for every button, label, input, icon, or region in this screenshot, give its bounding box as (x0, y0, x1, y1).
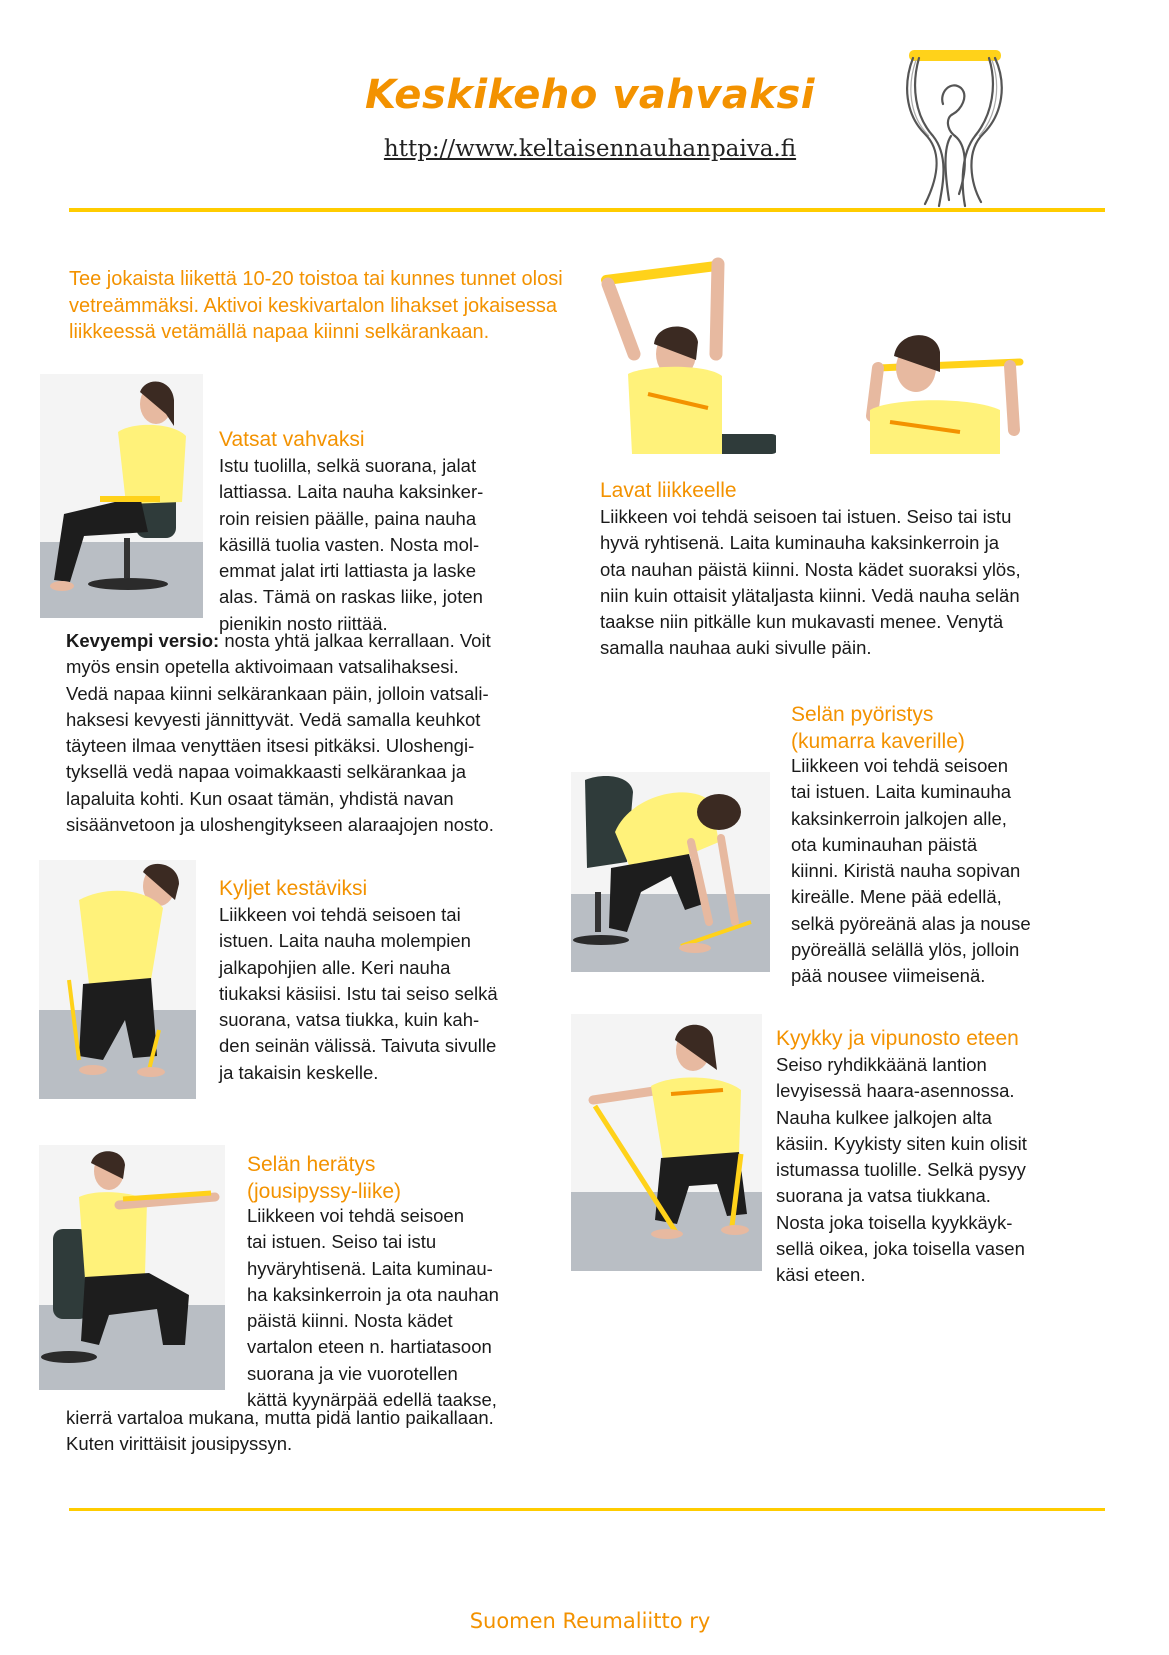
exercise-photo-kyykky (571, 1014, 762, 1271)
website-link[interactable]: http://www.keltaisennauhanpaiva.fi (383, 136, 797, 162)
text-vatsat-kevyempi: Kevyempi versio: nosta yhtä jalkaa kerrallaan. Voit myös ensin opetella aktivoimaan vatsalihaksesi. Vedä napaa kiinni selkärankaan päin, jolloin vatsali- haksesi kevyesti jännittyvät. Vedä samalla keuhkot täyteen ilmaa venyttäen itsesi pitkäksi. Uloshengi- tyksellä vedä napaa voimakkaasti selkärankaa ja lapaluita kohti. Kun osaat tämän, yhdistä navan sisäänvetoon ja uloshengitykseen alaraajojen nosto. (66, 630, 494, 836)
exercise-photo-lavat-1 (598, 244, 776, 454)
text-lavat: Liikkeen voi tehdä seisoen tai istuen. Seiso tai istu hyvä ryhtisenä. Laita kuminauha kaksinkerroin ja ota nauhan päistä kiinni. Nosta kädet suoraksi ylös, niin kuin ottaisit ylätaljasta kiinni. Vedä nauha selän taakse niin pitkälle kun mukavasti menee. Venytä samalla nauhaa auki sivulle päin. (600, 506, 1021, 659)
text-vatsat: Istu tuolilla, selkä suorana, jalat lattiassa. Laita nauha kaksinker- roin reisien päälle, paina nauha käsillä tuolia vasten. Nosta mol- emmat jalat irti lattiasta ja laske alas. Tämä on raskas liike, joten pienikin nosto riittää. (219, 455, 484, 634)
footer-divider (69, 1508, 1105, 1511)
yellow-ribbon-logo-icon (895, 44, 1015, 212)
exercise-photo-vatsat (40, 374, 203, 618)
light-version-label: Kevyempi versio: (66, 630, 220, 651)
heading-pyoristys: Selän pyöristys (kumarra kaverille) (791, 703, 965, 753)
intro-text: Tee jokaista liikettä 10-20 toistoa tai kunnes tunnet olosi vetreämmäksi. Aktivoi keskivartalon lihakset jokaisessa liikkeessä vetämällä napaa kiinni selkärankaan. (69, 268, 563, 343)
exercise-photo-lavat-2 (860, 320, 1025, 454)
text-kyykky: Seiso ryhdikkäänä lantion levyisessä haara-asennossa. Nauha kulkee jalkojen alta käsiin. Kyykisty siten kuin olisit istumassa tuolille. Selkä pysyy suorana ja vatsa tiukkana. Nosta joka toisella kyykkäyk- sellä oikea, joka toisella vasen käsi eteen. (776, 1054, 1027, 1286)
heading-lavat: Lavat liikkeelle (600, 479, 737, 502)
heading-vatsat: Vatsat vahvaksi (219, 428, 365, 451)
text-kyljet: Liikkeen voi tehdä seisoen tai istuen. Laita nauha molempien jalkapohjien alle. Keri nauha tiukaksi käsiisi. Istu tai seiso selkä suorana, vatsa tiukka, kuin kah- den seinän välissä. Taivuta sivulle ja takaisin keskelle. (219, 904, 498, 1083)
text-heratys: Liikkeen voi tehdä seisoen tai istuen. Seiso tai istu hyväryhtisenä. Laita kuminau- ha kaksinkerroin ja ota nauhan päistä kiinni. Nosta kädet vartalon eteen n. hartiatasoon suorana ja vie vuorotellen kättä kyynärpää edellä taakse, (247, 1205, 499, 1411)
page-title: Keskikeho vahvaksi (365, 72, 815, 118)
heading-heratys: Selän herätys (jousipyssy-liike) (247, 1153, 402, 1203)
exercise-photo-kyljet (39, 860, 196, 1099)
heading-kyykky: Kyykky ja vipunosto eteen (776, 1027, 1019, 1050)
heading-kyljet: Kyljet kestäviksi (219, 877, 368, 900)
exercise-photo-pyoristys (571, 772, 770, 972)
text-heratys-cont: kierrä vartaloa mukana, mutta pidä lantio paikallaan. Kuten virittäisit jousipyssyn. (66, 1407, 494, 1455)
header-divider (69, 208, 1105, 212)
exercise-photo-heratys (39, 1145, 225, 1390)
footer-organization: Suomen Reumaliitto ry (469, 1609, 711, 1633)
text-pyoristys: Liikkeen voi tehdä seisoen tai istuen. Laita kuminauha kaksinkerroin jalkojen alle, ota kuminauhan päistä kiinni. Kiristä nauha sopivan kireälle. Mene pää edellä, selkä pyöreänä alas ja nouse pyöreällä selällä ylös, jolloin pää nousee viimeisenä. (791, 755, 1031, 987)
